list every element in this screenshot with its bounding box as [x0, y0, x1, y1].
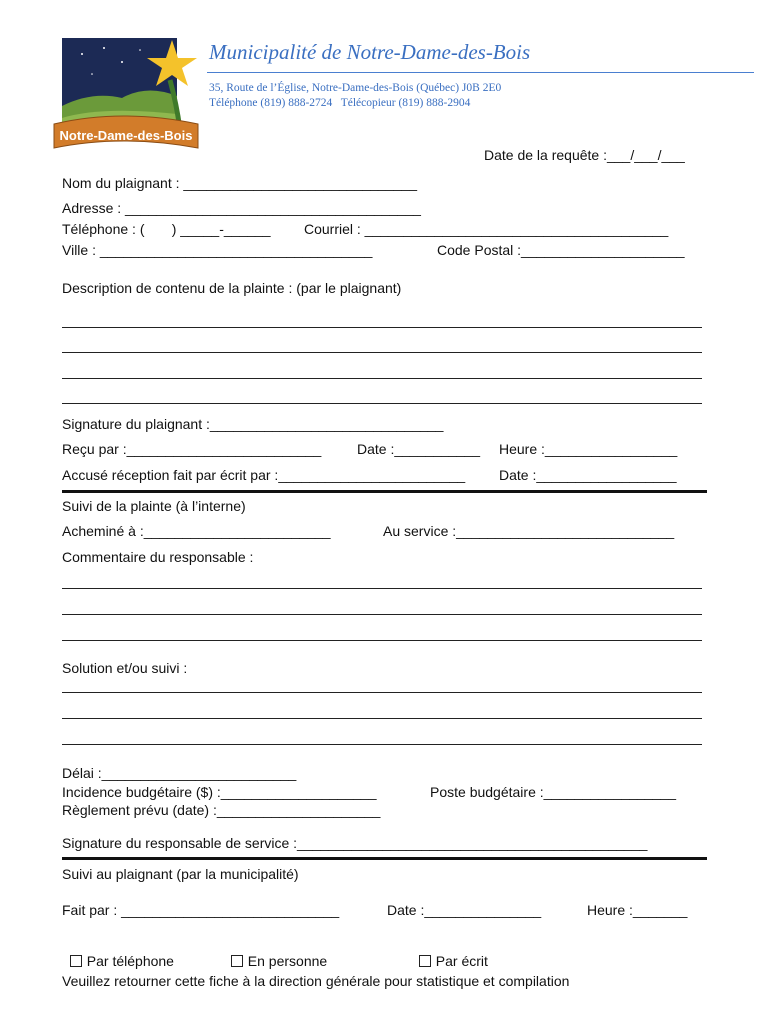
logo-banner-text: Notre-Dame-des-Bois — [59, 128, 193, 143]
suivi-interne-heading: Suivi de la plainte (à l’interne) — [62, 498, 246, 514]
municipality-phones: Téléphone (819) 888-2724 Télécopieur (819) 888-2904 — [209, 97, 471, 109]
commentaire-line[interactable] — [62, 588, 702, 589]
description-label: Description de contenu de la plainte : (par le plaignant) — [62, 280, 402, 296]
commentaire-line[interactable] — [62, 614, 702, 615]
achemine-field[interactable]: Acheminé à :________________________ — [62, 523, 331, 539]
delai-field[interactable]: Délai :_________________________ — [62, 765, 297, 781]
option-label: Par écrit — [435, 953, 488, 969]
suivi-plaignant-heading: Suivi au plaignant (par la municipalité) — [62, 866, 299, 882]
option-en-personne[interactable] — [223, 937, 327, 969]
code-postal-field[interactable]: Code Postal :_____________________ — [437, 242, 685, 258]
solution-label: Solution et/ou suivi : — [62, 660, 188, 676]
municipal-logo — [52, 36, 202, 156]
description-line[interactable] — [62, 327, 702, 328]
municipality-title: Municipalité de Notre-Dame-des-Bois — [209, 40, 531, 64]
signature-responsable-field[interactable]: Signature du responsable de service :_____________________________________________ — [62, 835, 648, 851]
header-divider — [207, 72, 754, 73]
accuse-reception-field[interactable]: Accusé réception fait par écrit par :________________________ — [62, 467, 466, 483]
description-line[interactable] — [62, 403, 702, 404]
option-label: Par téléphone — [86, 953, 174, 969]
signature-plaignant-field[interactable]: Signature du plaignant :______________________________ — [62, 416, 444, 432]
accuse-date-field[interactable]: Date :__________________ — [499, 467, 677, 483]
suivi-heure-field[interactable]: Heure :_______ — [587, 902, 688, 918]
commentaire-line[interactable] — [62, 640, 702, 641]
solution-line[interactable] — [62, 692, 702, 693]
option-par-ecrit[interactable] — [411, 937, 488, 969]
date-requete-field[interactable]: Date de la requête :___/___/___ — [484, 147, 685, 163]
description-line[interactable] — [62, 352, 702, 353]
municipality-address: 35, Route de l’Église, Notre-Dame-des-Bois (Québec) J0B 2E0 — [209, 82, 502, 94]
checkbox-icon[interactable] — [419, 955, 431, 967]
ville-field[interactable]: Ville : ___________________________________ — [62, 242, 373, 258]
solution-line[interactable] — [62, 744, 702, 745]
description-line[interactable] — [62, 378, 702, 379]
au-service-field[interactable]: Au service :____________________________ — [383, 523, 675, 539]
telephone-field[interactable]: Téléphone : ( ) _____-______ — [62, 221, 271, 237]
courriel-field[interactable]: Courriel : _______________________________________ — [304, 221, 669, 237]
solution-line[interactable] — [62, 718, 702, 719]
reglement-prevu-field[interactable]: Règlement prévu (date) :_____________________ — [62, 802, 381, 818]
poste-budgetaire-field[interactable]: Poste budgétaire :_________________ — [430, 784, 676, 800]
recu-heure-field[interactable]: Heure :_________________ — [499, 441, 678, 457]
footer-instruction: Veuillez retourner cette fiche à la direction générale pour statistique et compilation — [62, 973, 570, 989]
fait-par-field[interactable]: Fait par : ____________________________ — [62, 902, 340, 918]
commentaire-label: Commentaire du responsable : — [62, 549, 254, 565]
suivi-date-field[interactable]: Date :_______________ — [387, 902, 542, 918]
recu-date-field[interactable]: Date :___________ — [357, 441, 480, 457]
recu-par-field[interactable]: Reçu par :_________________________ — [62, 441, 322, 457]
checkbox-icon[interactable] — [70, 955, 82, 967]
option-label: En personne — [247, 953, 328, 969]
adresse-field[interactable]: Adresse : ______________________________________ — [62, 200, 421, 216]
incidence-budgetaire-field[interactable]: Incidence budgétaire ($) :____________________ — [62, 784, 377, 800]
nom-plaignant-field[interactable]: Nom du plaignant : ______________________________ — [62, 175, 417, 191]
section-divider — [62, 490, 707, 493]
checkbox-icon[interactable] — [231, 955, 243, 967]
option-par-telephone[interactable] — [62, 937, 174, 969]
section-divider — [62, 857, 707, 860]
